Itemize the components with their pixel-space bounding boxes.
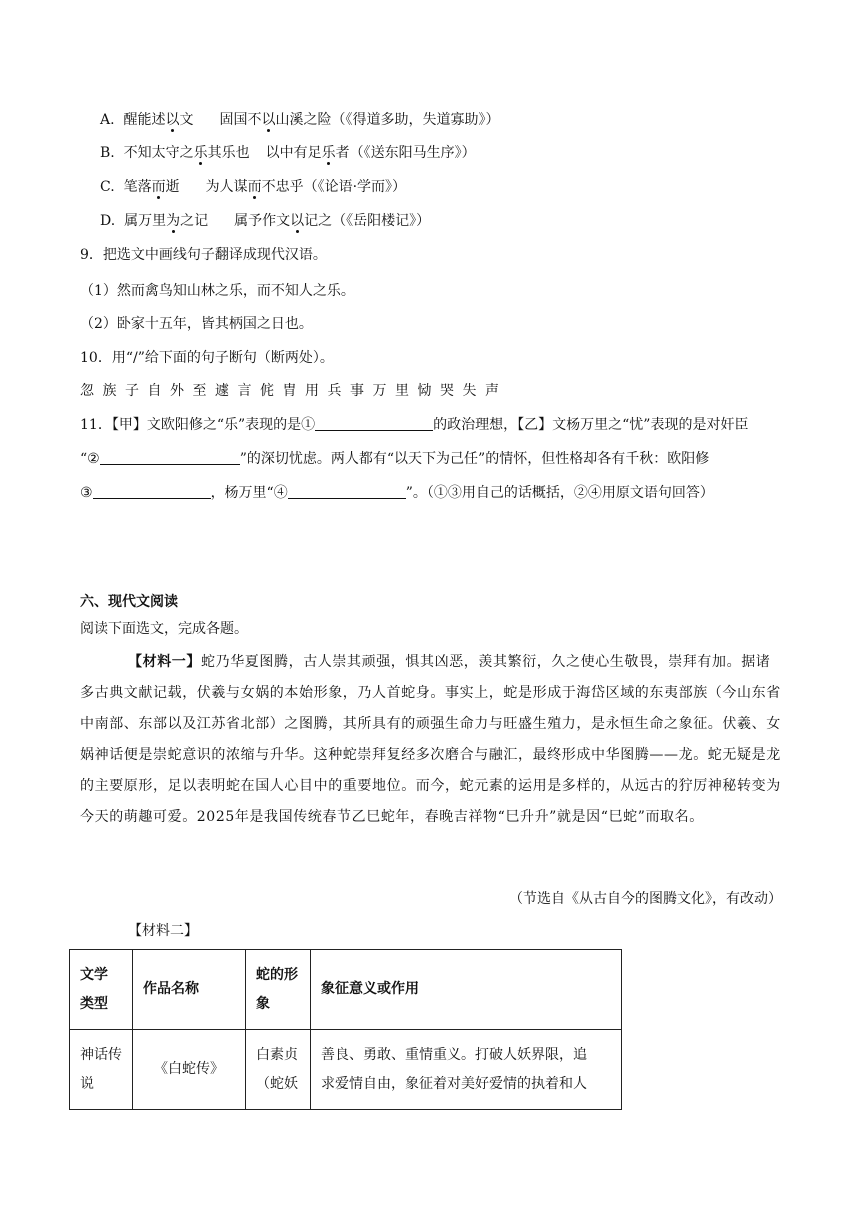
question-11-line-1: 11．【甲】文欧阳修之“乐”表现的是① 的政治理想，【乙】文杨万里之“忧”表现的是对奸臣: [80, 417, 749, 433]
emphasis-char: 以: [290, 213, 305, 229]
table-row: [70, 1030, 622, 1110]
material-1-paragraph: [80, 647, 784, 833]
section-title: 六、现代文阅读: [80, 594, 178, 610]
emphasis-char: 而: [151, 179, 166, 195]
cell-type: 神话传 说: [70, 1030, 133, 1110]
question-10-sentence: 忽 族 子 自 外 至 遽 言 侂 胄 用 兵 事 万 里 恸 哭 失 声: [80, 383, 499, 399]
material-1-source: （节选自《从古自今的图腾文化》，有改动）: [509, 891, 782, 907]
answer-blank-2[interactable]: [100, 450, 240, 465]
material-1-text: 蛇乃华夏图腾，古人崇其顽强，惧其凶恶，羡其繁衍，久之使心生敬畏，崇拜有加。据诸多古典文献记载，伏羲与女娲的本始形象，乃人首蛇身。事实上，蛇是形成于海岱区域的东夷部族（今山东省中南部、东部以及江苏省北部）之图腾，其所具有的顽强生命力与旺盛生殖力，是永恒生命之象征。伏羲、女娲神话便是崇蛇意识的浓缩与升华。这种蛇崇拜复经多次磨合与融汇，最终形成中华图腾——龙。蛇无疑是龙的主要原形，足以表明蛇在国人心目中的重要地位。而今，蛇元素的运用是多样的，从远古的狞厉神秘转变为今天的萌趣可爱。2025年是我国传统春节乙巳蛇年，春晚吉祥物“巳升升”就是因“巳蛇”而取名。: [80, 654, 781, 825]
emphasis-char: 乐: [321, 145, 336, 161]
question-11-line-2: “② ”的深切忧虑。两人都有“以天下为己任”的情怀，但性格却各有千秋：欧阳修: [80, 451, 710, 467]
cell-meaning: 善良、勇敢、重情重义。打破人妖界限，追 求爱情自由，象征着对美好爱情的执着和人: [311, 1030, 622, 1110]
answer-blank-1[interactable]: [315, 416, 433, 431]
emphasis-char: 乐: [193, 145, 208, 161]
emphasis-char: 以: [165, 112, 180, 128]
option-d: D. 属万里为之记 属予作文以记之（《岳阳楼记》）: [100, 213, 431, 229]
material-2-table: [69, 949, 622, 1110]
material-2-label: 【材料二】: [128, 923, 198, 939]
section-intro: 阅读下面选文，完成各题。: [80, 621, 248, 637]
answer-blank-3[interactable]: [93, 484, 211, 499]
cell-name: 《白蛇传》: [133, 1030, 246, 1110]
question-9-sentence-1: （1）然而禽鸟知山林之乐，而不知人之乐。: [80, 283, 355, 299]
header-literary-type: 文学 类型: [70, 950, 133, 1030]
answer-blank-4[interactable]: [288, 484, 406, 499]
question-10-stem: 10．用“/”给下面的句子断句（断两处）。: [80, 350, 334, 366]
header-work-title: 作品名称: [133, 950, 246, 1030]
question-11-line-3: ③ ，杨万里“④ ”。（①③用自己的话概括，②④用原文语句回答）: [80, 485, 714, 501]
cell-image: 白素贞 （蛇妖: [246, 1030, 311, 1110]
header-symbolic-meaning: 象征意义或作用: [311, 950, 622, 1030]
material-1-label: 【材料一】: [128, 654, 201, 670]
emphasis-char: 以: [261, 112, 276, 128]
option-a: A. 醒能述以文 固国不以山溪之险（《得道多助，失道寡助》）: [100, 112, 500, 128]
question-9-stem: 9．把选文中画线句子翻译成现代汉语。: [80, 247, 327, 263]
option-b: B. 不知太守之乐其乐也 以中有足乐者（《送东阳马生序》）: [100, 145, 476, 161]
emphasis-char: 而: [247, 179, 262, 195]
question-9-sentence-2: （2）卧家十五年，皆其柄国之日也。: [80, 316, 313, 332]
header-snake-image: 蛇的形 象: [246, 950, 311, 1030]
emphasis-char: 为: [166, 213, 181, 229]
option-c: C. 笔落而逝 为人谋而不忠乎（《论语·学而》）: [100, 179, 407, 195]
